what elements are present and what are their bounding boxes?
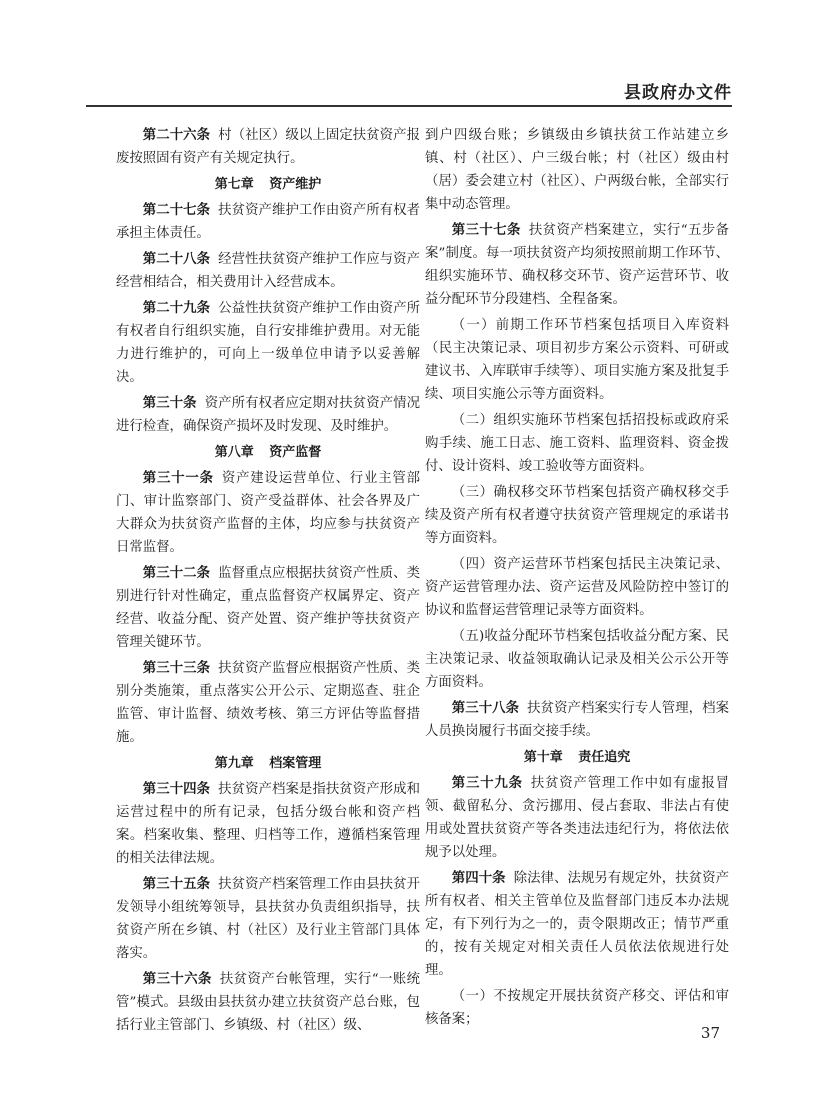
article-text: 扶贫资产监督应根据资产性质、类别分类施策，重点落实公开公示、定期巡查、驻企监管、审计监督、绩效考核、第三方评估等监督措施。 [116,661,421,745]
article-paragraph [425,219,729,311]
article-text: 扶贫资产档案实行专人管理，档案人员换岗履行书面交接手续。 [425,701,730,739]
list-item-paragraph: （三）确权移交环节档案包括资产确权移交手续及资产所有权者遵守扶贫资产管理规定的承诺书等方面资料。 [425,485,729,546]
article-paragraph [425,867,729,982]
article-number: 第二十八条 [142,251,211,267]
article-number: 第三十九条 [451,775,523,791]
article-paragraph [116,873,420,965]
list-item-paragraph: （二）组织实施环节档案包括招投标或政府采购手续、施工日志、施工资料、监理资料、资金拨付、设计资料、竣工验收等方面资料。 [425,413,729,474]
article-number: 第三十三条 [142,660,211,676]
list-item-paragraph: （四）资产运营环节档案包括民主决策记录、资产运营管理办法、资产运营及风险防控中签订的协议和监督运营管理记录等方面资料。 [425,557,729,618]
article-text: 经营性扶贫资产维护工作应与资产经营相结合，相关费用计入经营成本。 [116,252,421,290]
article-number: 第二十七条 [142,202,211,218]
chapter-heading [116,752,420,775]
article-number: 第三十七条 [451,222,521,238]
article-paragraph [116,562,420,654]
article-text: 监督重点应根据扶贫资产性质、类别进行针对性确定，重点监督资产权属界定、资产经营、收益分配、资产处置、资产维护等扶贫资产管理关键环节。 [116,566,421,650]
chapter-title: 责任追究 [578,750,631,765]
article-number: 第三十条 [142,395,197,411]
list-item-paragraph: （一）不按规定开展扶贫资产移交、评估和审核备案； [425,989,729,1027]
article-number: 第三十四条 [142,781,211,797]
chapter-title: 资产监督 [269,445,322,460]
list-item-paragraph: （一）前期工作环节档案包括项目入库资料（民主决策记录、项目初步方案公示资料、可研或建议书、入库联审手续等）、项目实施方案及批复手续、项目实施公示等方面资料。 [425,318,729,402]
article-text: 村（社区）级以上固定扶贫资产报废按照固有资产有关规定执行。 [116,128,421,166]
article-paragraph [116,467,420,559]
list-item-paragraph: （五)收益分配环节档案包括收益分配方案、民主决策记录、收益领取确认记录及相关公示公开等方面资料。 [425,629,729,690]
article-text: 扶贫资产台帐管理，实行“一账统管”模式。县级由县扶贫办建立扶贫资产总台账，包括行业主管部门、乡镇级、村（社区）级、 [116,972,420,1033]
page-number: 37 [700,1024,720,1042]
article-paragraph [116,248,420,294]
article-text: 资产所有权者应定期对扶贫资产情况进行检查，确保资产损坏及时发现、及时维护。 [116,396,421,434]
article-paragraph [116,297,420,389]
document-header-title: 县政府办文件 [624,83,732,103]
chapter-heading [116,173,420,196]
article-text: 扶贫资产档案是指扶贫资产形成和运营过程中的所有记录，包括分级台帐和资产档案。档案收集、整理、归档等工作，遵循档案管理的相关法律法规。 [116,782,421,866]
article-paragraph [116,968,420,1037]
article-number: 第四十条 [451,870,506,886]
chapter-number: 第九章 [214,756,254,771]
article-text: 扶贫资产档案建立，实行“五步备案”制度。每一项扶贫资产均须按照前期工作环节、组织实施环节、确权移交环节、资产运营环节、收益分配环节分段建档、全程备案。 [425,223,729,307]
article-text: 扶贫资产管理工作中如有虚报冒领、截留私分、贪污挪用、侵占套取、非法占有使用或处置扶贫资产等各类违法违纪行为，将依法依规予以处理。 [425,776,730,860]
continued-paragraph: 到户四级台账；乡镇级由乡镇扶贫工作站建立乡镇、村（社区）、户三级台帐；村（社区）级由村（居）委会建立村（社区）、户两级台帐，全部实行集中动态管理。 [425,128,729,212]
chapter-number: 第八章 [214,445,254,460]
article-number: 第三十一条 [142,470,214,486]
article-text: 扶贫资产档案管理工作由县扶贫开发领导小组统筹领导，县扶贫办负责组织指导，扶贫资产所在乡镇、村（社区）及行业主管部门具体落实。 [116,877,421,961]
header-divider [86,105,732,107]
article-text: 公益性扶贫资产维护工作由资产所有权者自行组织实施，自行安排维护费用。对无能力进行维护的，可向上一级单位申请予以妥善解决。 [116,301,421,385]
article-number: 第三十五条 [142,876,211,892]
chapter-number: 第十章 [523,750,563,765]
article-paragraph [116,657,420,749]
article-paragraph [116,778,420,870]
article-text: 资产建设运营单位、行业主管部门、审计监察部门、资产受益群体、社会各界及广大群众为扶贫资产监督的主体，均应参与扶贫资产日常监督。 [116,471,421,555]
chapter-number: 第七章 [214,177,254,192]
article-paragraph [116,392,420,438]
article-number: 第三十六条 [142,971,212,987]
chapter-heading [116,441,420,464]
left-text-column [116,124,420,1040]
chapter-heading [425,746,729,769]
article-number: 第二十六条 [142,127,211,143]
article-paragraph [116,124,420,170]
right-text-column [425,124,729,1034]
article-paragraph [116,199,420,245]
article-paragraph [425,772,729,864]
article-number: 第三十八条 [451,700,520,716]
article-text: 除法律、法规另有规定外，扶贫资产所有权者、相关主管单位及监督部门违反本办法规定，有下列行为之一的，责令限期改正；情节严重的，按有关规定对相关责任人员依法依规进行处理。 [425,871,730,978]
article-number: 第三十二条 [142,565,211,581]
article-paragraph [425,697,729,743]
chapter-title: 资产维护 [269,177,322,192]
article-number: 第二十九条 [142,300,211,316]
article-text: 扶贫资产维护工作由资产所有权者承担主体责任。 [116,203,421,241]
chapter-title: 档案管理 [269,756,322,771]
